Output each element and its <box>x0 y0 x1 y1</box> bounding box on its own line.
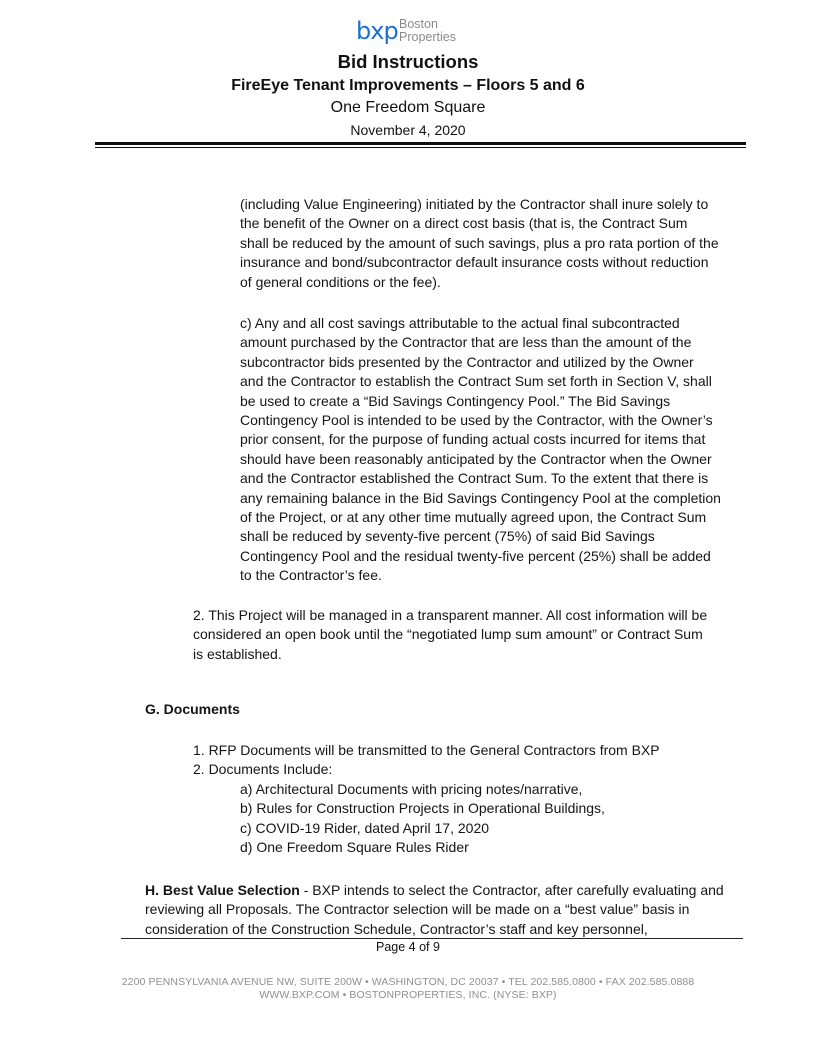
footer-divider <box>121 938 743 939</box>
footer-address: 2200 PENNSYLVANIA AVENUE NW, SUITE 200W • WASHINGTON, DC 20037 • TEL 202.585.0800 • FAX 202.585.0888 <box>121 976 695 988</box>
text-line: to the Contractor’s fee. <box>240 567 382 584</box>
bid-savings-pool-paragraph <box>240 314 750 586</box>
text-line: subcontractor bids presented by the Contractor and utilized by the Owner <box>240 353 694 370</box>
page-number: Page 4 of 9 <box>376 940 440 954</box>
logo-name <box>399 18 456 44</box>
text-line: any remaining balance in the Bid Savings Contingency Pool at the completion <box>240 489 721 506</box>
text-line: and the Contractor established the Contract Sum. To the extent that there is <box>240 470 709 487</box>
list-item: b) Rules for Construction Projects in Operational Buildings, <box>240 800 605 817</box>
text-line: prior consent, for the purpose of funding actual costs incurred for items that <box>240 431 706 448</box>
document-subtitle: FireEye Tenant Improvements – Floors 5 and 6 <box>231 77 585 94</box>
section-heading-documents: G. Documents <box>145 701 240 717</box>
text-line: of the Project, or at any other time mutually agreed upon, the Contract Sum <box>240 509 707 526</box>
text-line: 2. This Project will be managed in a transparent manner. All cost information will be <box>193 607 708 623</box>
text-line: amount purchased by the Contractor that are less than the amount of the <box>240 334 692 351</box>
text-line: consideration of the Construction Schedule, Contractor’s staff and key personnel, <box>145 920 648 937</box>
documents-list <box>193 741 660 780</box>
list-item: 2. Documents Include: <box>193 761 333 778</box>
text-line: and the Contractor to establish the Contract Sum set forth in Section V, shall <box>240 373 712 390</box>
list-item: d) One Freedom Square Rules Rider <box>240 839 469 856</box>
document-title: Bid Instructions <box>337 51 479 72</box>
logo-name-line2: Properties <box>399 30 456 44</box>
logo-mark: bxp <box>356 17 398 45</box>
text-line: of general conditions or the fee). <box>240 273 441 290</box>
section-heading-best-value: H. Best Value Selection <box>145 882 300 898</box>
footer-website: WWW.BXP.COM • BOSTONPROPERTIES, INC. (NYSE: BXP) <box>259 989 557 1001</box>
transparency-paragraph <box>193 606 753 664</box>
best-value-paragraph <box>145 881 750 939</box>
project-location: One Freedom Square <box>330 99 486 116</box>
text-line: Contingency Pool and the residual twenty-five percent (25%) shall be added <box>240 547 711 564</box>
list-item: c) COVID-19 Rider, dated April 17, 2020 <box>240 819 490 836</box>
text-run: - BXP intends to select the Contractor, after carefully evaluating and <box>299 882 724 898</box>
text-line: shall be reduced by the amount of such savings, plus a pro rata portion of the <box>240 234 719 251</box>
text-line: considered an open book until the “negotiated lump sum amount” or Contract Sum <box>193 626 703 643</box>
logo-name-line1: Boston <box>399 17 438 31</box>
header-divider-thin <box>95 147 746 148</box>
list-item: a) Architectural Documents with pricing notes/narrative, <box>240 781 583 797</box>
list-item: 1. RFP Documents will be transmitted to the General Contractors from BXP <box>193 742 660 758</box>
text-line: be used to create a “Bid Savings Contingency Pool.” The Bid Savings <box>240 392 671 409</box>
text-line: shall be reduced by seventy-five percent (75%) of said Bid Savings <box>240 528 655 545</box>
text-line: should have been reasonably anticipated by the Contractor when the Owner <box>240 450 712 467</box>
text-line: is established. <box>193 645 282 662</box>
text-line: the benefit of the Owner on a direct cost basis (that is, the Contract Sum <box>240 215 688 232</box>
text-line: Contingency Pool is intended to be used by the Contractor, with the Owner’s <box>240 412 713 429</box>
text-line <box>145 881 750 900</box>
text-line: (including Value Engineering) initiated by the Contractor shall inure solely to <box>240 196 709 212</box>
text-line: c) Any and all cost savings attributable to the actual final subcontracted <box>240 315 680 331</box>
cost-savings-paragraph-continued <box>240 195 750 292</box>
text-line: reviewing all Proposals. The Contractor selection will be made on a “best value” basis in <box>145 901 690 918</box>
text-line: insurance and bond/subcontractor default insurance costs without reduction <box>240 254 709 271</box>
document-date: November 4, 2020 <box>350 122 466 138</box>
header-divider-thick <box>95 142 746 145</box>
documents-sublist <box>240 780 605 858</box>
